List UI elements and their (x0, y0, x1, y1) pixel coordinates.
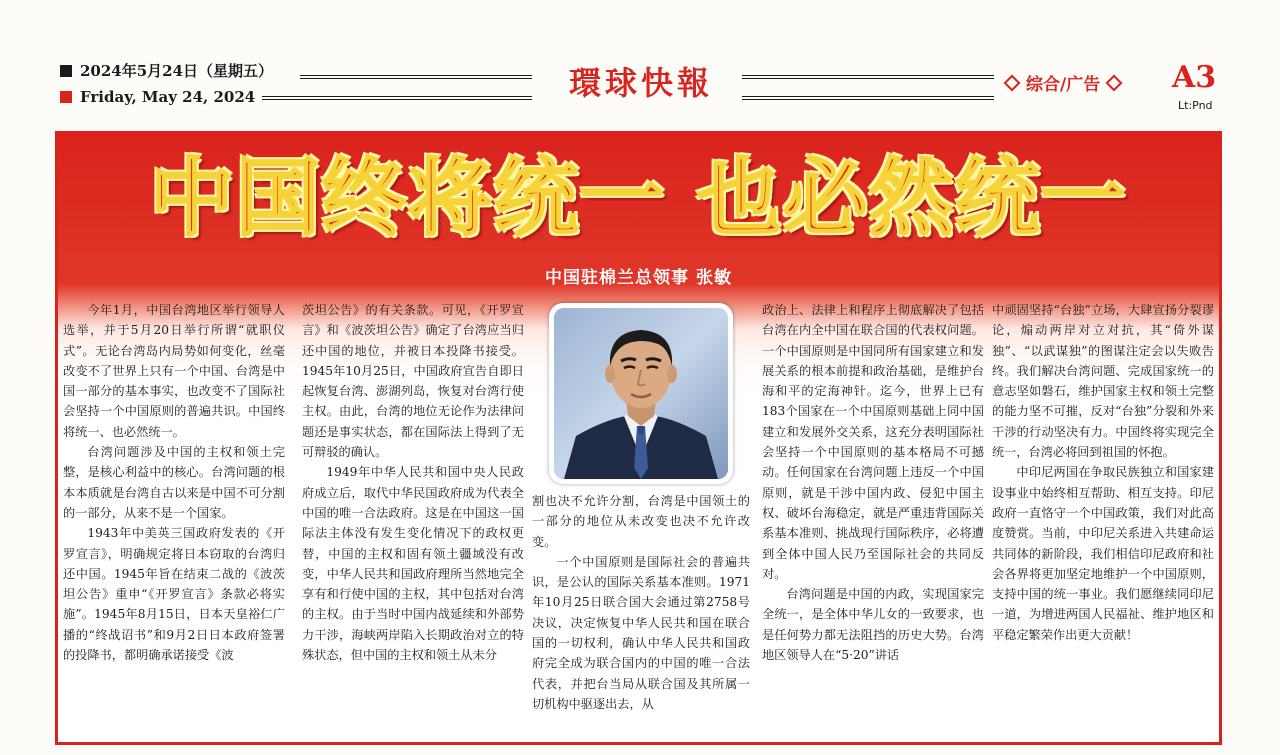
paragraph: 割也决不允许分割，台湾是中国领土的一部分的地位从未改变也决不允许改变。 (532, 494, 750, 549)
article-byline: 中国驻棉兰总领事 张敏 (545, 268, 732, 288)
masthead-rule (742, 75, 994, 79)
masthead-rule (300, 75, 532, 79)
paragraph: 台湾问题是中国的内政，实现国家完全统一，是全体中华儿女的一致要求，也是任何势力都无法阻挡的历史大势。台湾地区领导人在“5·20”讲话 (762, 587, 984, 663)
article-headline: 中国终将统一 也必然统一 (149, 149, 1128, 247)
page-sub-label: Lt:Pnd (1178, 99, 1213, 112)
article-column-3 (532, 491, 750, 714)
paragraph: 茨坦公告》的有关条款。可见，《开罗宣言》和《波茨坦公告》确定了台湾应当归还中国的地位，并被日本投降书接受。1945年10月25日，中国政府宣告自即日起恢复台湾、澎湖列岛，恢复对台湾行使主权。由此，台湾的地位无论作为法律问题还是事实状态，都在国际法上得到了无可辩驳的确认。 (302, 303, 524, 460)
date-chinese (60, 60, 273, 81)
diamond-icon (1106, 74, 1123, 91)
date-chinese-text: 2024年5月24日（星期五） (80, 62, 274, 80)
section-label (998, 70, 1128, 95)
page-number: A3 (1172, 60, 1217, 95)
author-photo (549, 303, 733, 484)
paragraph: 中顽固坚持“台独”立场，大肆宣扬分裂谬论，煽动两岸对立对抗，其“倚外谋独”、“以武谋独”的图谋注定会以失败告终。我们解决台湾问题、完成国家统一的意志坚如磐石，维护国家主权和领土完整的能力坚不可摧，反对“台独”分裂和外来干涉的行动坚决有力。中国终将实现完全统一，台湾必将回到祖国的怀抱。 (992, 303, 1214, 460)
paragraph: 台湾问题涉及中国的主权和领土完整，是核心利益中的核心。台湾问题的根本本质就是台湾自古以来是中国不可分割的一部分，从来不是一个国家。 (63, 445, 285, 520)
newspaper-logo: 環球快報 (568, 64, 713, 102)
masthead-rule (742, 96, 994, 100)
section-label-text: 综合/广告 (1026, 75, 1101, 95)
square-bullet-icon (60, 65, 72, 77)
date-english-text: Friday, May 24, 2024 (80, 88, 256, 106)
article-frame (55, 131, 1222, 745)
diamond-icon (1004, 74, 1021, 91)
square-bullet-icon (60, 91, 72, 103)
article-column-2 (302, 300, 524, 665)
article-column-1 (63, 300, 285, 665)
paragraph: 中印尼两国在争取民族独立和国家建设事业中始终相互帮助、相互支持。印尼政府一直恪守一个中国政策，我们对此高度赞赏。当前，中印尼关系进入共建命运共同体的新阶段，我们相信印尼政府和社会各界将更加坚定地维护一个中国原则，支持中国的统一事业。我们愿继续同印尼一道，为增进两国人民福祉、维护地区和平稳定繁荣作出更大贡献！ (992, 465, 1214, 642)
masthead-rule (262, 96, 532, 100)
date-english (60, 88, 255, 106)
paragraph: 政治上、法律上和程序上彻底解决了包括台湾在内全中国在联合国的代表权问题。一个中国原则是中国同所有国家建立和发展关系的根本前提和政治基础，是维护台海和平的定海神针。迄今，世界上已有183个国家在一个中国原则基础上同中国建立和发展外交关系，这充分表明国际社会坚持一个中国原则的基本格局不可撼动。任何国家在台湾问题上违反一个中国原则，就是干涉中国内政、侵犯中国主权、破坏台海稳定，就是严重违背国际关系基本准则、挑战现行国际秩序，必将遭到全体中国人民乃至国际社会的共同反对。 (762, 303, 984, 581)
paragraph: 一个中国原则是国际社会的普遍共识，是公认的国际关系基本准则。1971年10月25日联合国大会通过第2758号决议，决定恢复中华人民共和国在联合国的一切权利，确认中华人民共和国政府完全成为联合国内的中国的唯一合法代表，并把台当局从联合国及其所属一切机构中驱逐出去，从 (532, 554, 750, 711)
article-column-4 (762, 300, 984, 665)
article-column-5 (992, 300, 1214, 645)
paragraph: 1949年中华人民共和国中央人民政府成立后，取代中华民国政府成为代表全中国的唯一合法政府。这是在中国这一国际法主体没有发生变化情况下的政权更替，中国的主权和固有领土疆域没有改变，中华人民共和国政府理所当然地完全享有和行使中国的主权，其中包括对台湾的主权。由于当时中国内战延续和外部势力干涉，海峡两岸陷入长期政治对立的特殊状态，但中国的主权和领土从未分 (302, 465, 524, 663)
paragraph: 1943年中美英三国政府发表的《开罗宣言》，明确规定将日本窃取的台湾归还中国。1945年旨在结束二战的《波茨坦公告》重申“《开罗宣言》条款必将实施”。1945年8月15日，日本天皇裕仁广播的“终战诏书”和9月2日日本政府签署的投降书，都明确承诺接受《波 (63, 526, 285, 663)
portrait-photo-icon (554, 308, 728, 479)
paragraph: 今年1月，中国台湾地区举行领导人选举，并于5月20日举行所谓“就职仪式”。无论台湾岛内局势如何变化，丝毫改变不了世界上只有一个中国、台湾是中国一部分的基本事实，也改变不了国际社会坚持一个中国原则的普遍共识。中国终将统一、也必然统一。 (63, 303, 285, 439)
